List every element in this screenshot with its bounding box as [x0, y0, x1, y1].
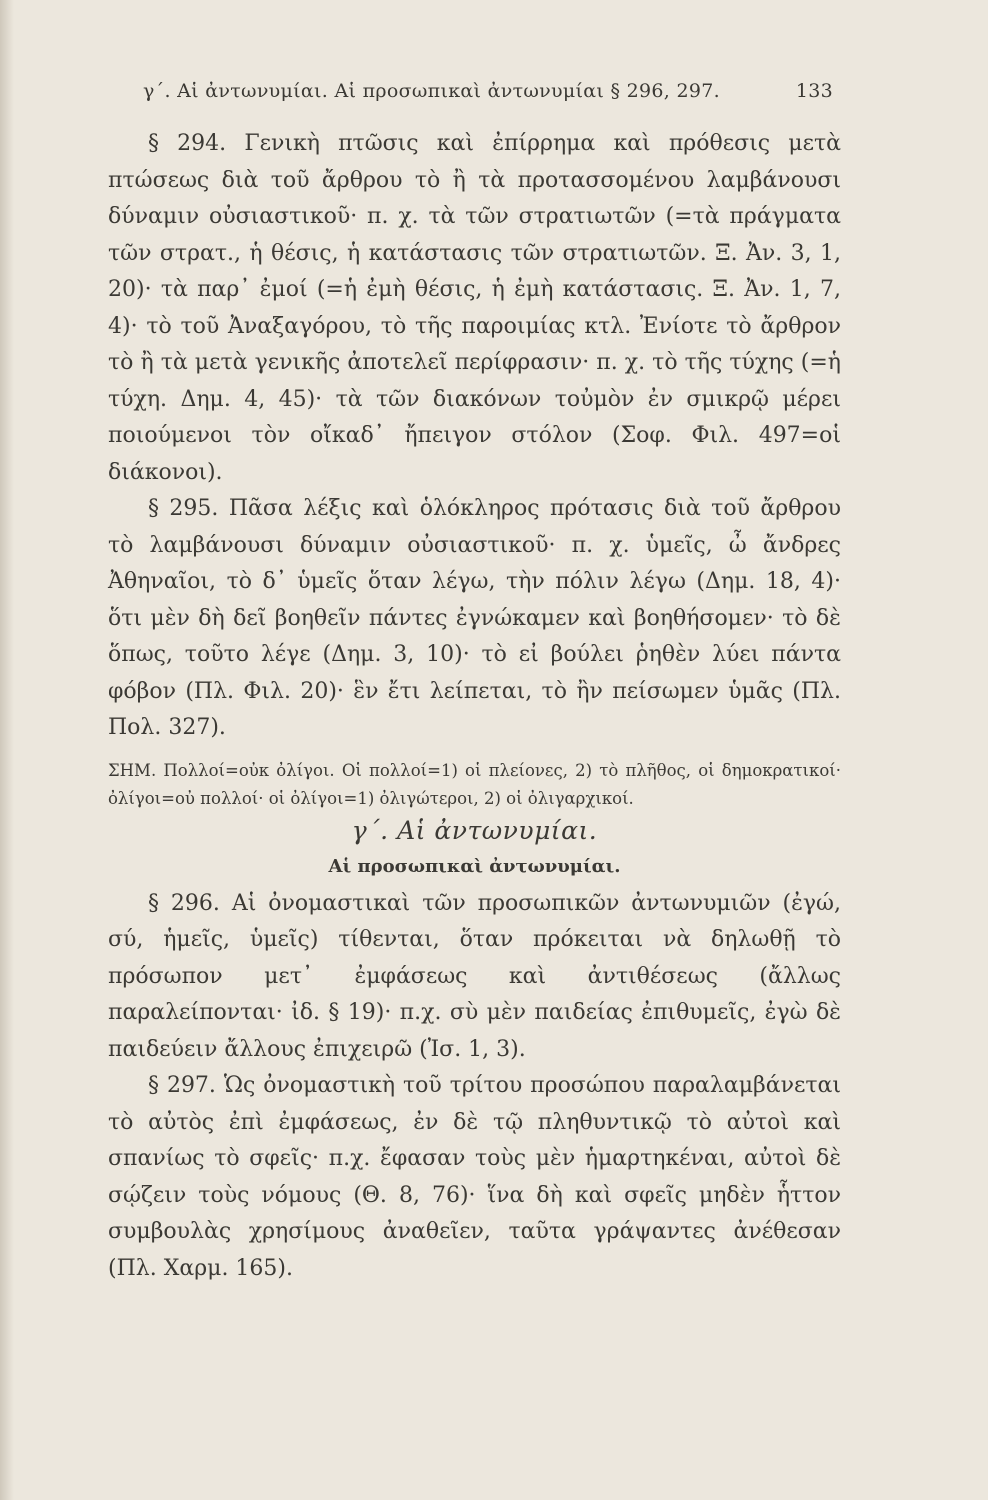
- page-number: 133: [795, 80, 833, 102]
- paragraph-295: § 295. Πᾶσα λέξις καὶ ὁλόκληρος πρότασις διὰ τοῦ ἄρθρου τὸ λαμβάνουσι δύναμιν οὐσιαστικοῦ· π. χ. ὑμεῖς, ὦ ἄνδρες Ἀθηναῖοι, τὸ δ᾽ ὑμεῖς ὅταν λέγω, τὴν πόλιν λέγω (Δημ. 18, 4)· ὅτι μὲν δὴ δεῖ βοηθεῖν πάντες ἐγνώκαμεν καὶ βοηθήσομεν· τὸ δὲ ὅπως, τοῦτο λέγε (Δημ. 3, 10)· τὸ εἰ βούλει ῥηθὲν λύει πάντα φόβον (Πλ. Φιλ. 20)· ἓν ἔτι λείπεται, τὸ ἢν πείσωμεν ὑμᾶς (Πλ. Πολ. 327).: [108, 496, 841, 740]
- subsection-title: Αἱ προσωπικαὶ ἀντωνυμίαι.: [328, 856, 621, 877]
- section-title: γ΄. Αἱ ἀντωνυμίαι.: [351, 815, 598, 845]
- running-header: [143, 80, 833, 102]
- note: ΣΗΜ. Πολλοί=οὐκ ὀλίγοι. Οἱ πολλοί=1) οἱ πλείονες, 2) τὸ πλῆθος, οἱ δημοκρατικοί· ὀλίγοι=οὐ πολλοί· οἱ ὀλίγοι=1) ὀλιγώτεροι, 2) οἱ ὀλιγαρχικοί.: [108, 760, 841, 808]
- paragraph-294: § 294. Γενικὴ πτῶσις καὶ ἐπίρρημα καὶ πρόθεσις μετὰ πτώσεως διὰ τοῦ ἄρθρου τὸ ἢ τὰ προτασσομένου λαμβάνουσι δύναμιν οὐσιαστικοῦ· π. χ. τὰ τῶν στρατιωτῶν (=τὰ πράγματα τῶν στρατ., ἡ θέσις, ἡ κατάστασις τῶν στρατιωτῶν. Ξ. Ἀν. 3, 1, 20)· τὰ παρ᾽ ἐμοί (=ἡ ἐμὴ θέσις, ἡ ἐμὴ κατάστασις. Ξ. Ἀν. 1, 7, 4)· τὸ τοῦ Ἀναξαγόρου, τὸ τῆς παροιμίας κτλ. Ἐνίοτε τὸ ἄρθρον τὸ ἢ τὰ μετὰ γενικῆς ἀποτελεῖ περίφρασιν· π. χ. τὸ τῆς τύχης (=ἡ τύχη. Δημ. 4, 45)· τὰ τῶν διακόνων τοὐμὸν ἐν σμικρῷ μέρει ποιούμενοι τὸν οἴκαδ᾽ ἤπειγον στόλον (Σοφ. Φιλ. 497=οἱ διάκονοι).: [108, 131, 841, 485]
- running-title: γ΄. Αἱ ἀντωνυμίαι. Αἱ προσωπικαὶ ἀντωνυμίαι § 296, 297.: [143, 80, 720, 102]
- paragraph-296: § 296. Αἱ ὀνομαστικαὶ τῶν προσωπικῶν ἀντωνυμιῶν (ἐγώ, σύ, ἡμεῖς, ὑμεῖς) τίθενται, ὅταν πρόκειται νὰ δηλωθῇ τὸ πρόσωπον μετ᾽ ἐμφάσεως καὶ ἀντιθέσεως (ἄλλως παραλείπονται· ἰδ. § 19)· π.χ. σὺ μὲν παιδείας ἐπιθυμεῖς, ἐγὼ δὲ παιδεύειν ἄλλους ἐπιχειρῶ (Ἰσ. 1, 3).: [108, 890, 841, 1062]
- page-body: [108, 126, 841, 1287]
- paragraph-297: § 297. Ὡς ὀνομαστικὴ τοῦ τρίτου προσώπου παραλαμβάνεται τὸ αὐτὸς ἐπὶ ἐμφάσεως, ἐν δὲ τῷ πληθυντικῷ τὸ αὐτοὶ καὶ σπανίως τὸ σφεῖς· π.χ. ἔφασαν τοὺς μὲν ἡμαρτηκέναι, αὐτοὶ δὲ σῴζειν τοὺς νόμους (Θ. 8, 76)· ἵνα δὴ καὶ σφεῖς μηδὲν ἧττον συμβουλὰς χρησίμους ἀναθεῖεν, ταῦτα γράψαντες ἀνέθεσαν (Πλ. Χαρμ. 165).: [108, 1073, 841, 1281]
- page-fold-shadow: [0, 0, 14, 1500]
